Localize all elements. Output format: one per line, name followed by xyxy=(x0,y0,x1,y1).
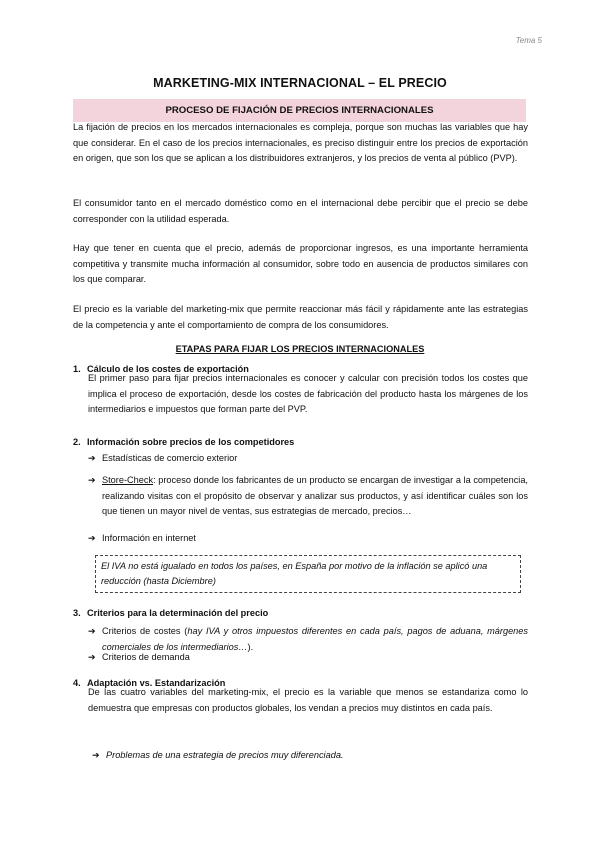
paragraph-tool: Hay que tener en cuenta que el precio, además de proporcionar ingresos, es una importante herramienta competitiva y transmite mucha información al consumidor, sobre todo en ausencia de productos similares con los que comparar. xyxy=(73,243,528,284)
arrow-right-icon: ➔ xyxy=(88,652,96,662)
store-check-term: Store-Check xyxy=(102,475,154,485)
iva-note-box: El IVA no está igualado en todos los países, en España por motivo de la inflación se aplicó una reducción (hasta Diciembre) xyxy=(95,555,521,593)
bullet-italic: hay IVA y otros impuestos diferentes en cada país, pagos de aduana, márgenes comerciales de los intermediarios… xyxy=(102,626,528,652)
item-heading-text: Adaptación vs. Estandarización xyxy=(87,678,226,688)
arrow-right-icon: ➔ xyxy=(92,750,100,760)
paragraph-consumer: El consumidor tanto en el mercado doméstico como en el internacional debe percibir que el precio se debe corresponder con la utilidad esperada. xyxy=(73,198,528,224)
page-title: MARKETING-MIX INTERNACIONAL – EL PRECIO xyxy=(153,76,447,90)
item-heading-text: Información sobre precios de los competidores xyxy=(87,437,295,447)
bullet-text: Estadísticas de comercio exterior xyxy=(102,453,238,463)
bullet-text: Criterios de demanda xyxy=(102,652,190,662)
item-1-body: El primer paso para fijar precios internacionales es conocer y calcular con precisión todos los costes que implica el proceso de exportación, desde los costes de fabricación del producto hasta los márgenes de los intermediarios e impuestos que forman parte del PVP. xyxy=(88,373,528,414)
item-3-heading xyxy=(73,608,268,618)
store-check-description: : proceso donde los fabricantes de un producto se encargan de investigar a la competencia, realizando visitas con el propósito de observar y analizar sus productos, y así identificar cuáles son los que tienen un mayor nivel de ventas, sus estrategias de mercado, precios… xyxy=(102,475,528,516)
paragraph-variable: El precio es la variable del marketing-mix que permite reaccionar más fácil y rápidamente ante las estrategias de la competencia y ante el comportamiento de compra de los consumidores. xyxy=(73,304,528,330)
item-heading-text: Criterios para la determinación del precio xyxy=(87,608,269,618)
item-2-heading xyxy=(73,437,294,447)
bullet-lead: Criterios de costes ( xyxy=(102,626,188,636)
arrow-right-icon: ➔ xyxy=(88,453,96,463)
stages-title: ETAPAS PARA FIJAR LOS PRECIOS INTERNACIONALES xyxy=(175,344,425,354)
item-heading-text: Cálculo de los costes de exportación xyxy=(87,364,249,374)
arrow-right-icon: ➔ xyxy=(88,475,96,485)
bullet-text: Información en internet xyxy=(102,533,196,543)
item-number: 3. xyxy=(73,608,81,618)
paragraph-intro: La fijación de precios en los mercados internacionales es compleja, porque son muchas las variables que hay que considerar. En el caso de los precios internacionales, es preciso distinguir entre los precios de exportación en origen, que son los que se aplican a los distribuidores extranjeros, y los precios de venta al público (PVP). xyxy=(73,122,528,163)
item-number: 4. xyxy=(73,678,81,688)
bullet-text xyxy=(102,473,528,520)
arrow-right-icon: ➔ xyxy=(88,533,96,543)
section-subtitle: PROCESO DE FIJACIÓN DE PRECIOS INTERNACIONALES xyxy=(165,105,434,116)
item-number: 1. xyxy=(73,364,81,374)
bullet-text: Problemas de una estrategia de precios muy diferenciada. xyxy=(106,750,344,760)
section-subtitle-banner xyxy=(73,99,526,122)
item-number: 2. xyxy=(73,437,81,447)
item-4-body: De las cuatro variables del marketing-mix, el precio es la variable que menos se estandariza como lo demuestra que empresas con productos globales, los vendan a precios muy distintos en cada país. xyxy=(88,687,528,713)
page-header-tema: Tema 5 xyxy=(515,36,542,45)
arrow-right-icon: ➔ xyxy=(88,626,96,636)
bullet-tail: ). xyxy=(247,641,254,652)
